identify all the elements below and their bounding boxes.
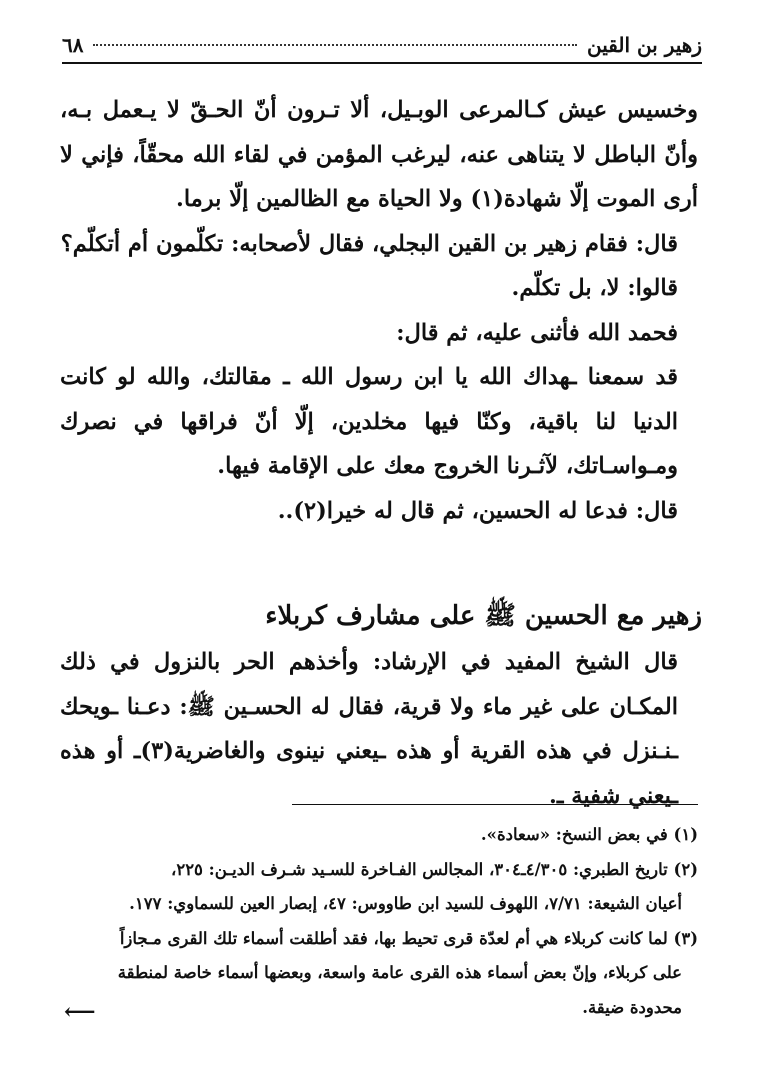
- paragraph-1: وخسيس عيش كـالمرعى الوبـيل، ألا تـرون أنّ الحـقّ لا يـعمل بـه، وأنّ الباطل لا يتناهى عنه، ليرغب المؤمن في لقاء الله محقّاً، فإني لا أرى الموت إلّا شهادة(١) ولا الحياة مع الظالمين إلّا برما.: [60, 97, 698, 212]
- running-title: زهير بن القين: [586, 33, 702, 57]
- footnote-divider: [292, 804, 698, 805]
- footnote-3-continuation-1: على كربلاء، وإنّ بعض أسماء هذه القرى عامة واسعة، وبعضها أسماء خاصة لمنطقة: [117, 963, 682, 982]
- footnote-3-continuation-2: محدودة ضيقة.: [582, 997, 682, 1017]
- footnote-1: (١) في بعض النسخ: «سعادة».: [480, 825, 698, 844]
- footnotes: [62, 818, 698, 1025]
- footnote-2-continuation: أعيان الشيعة: ٧/٧١، اللهوف للسيد ابن طاووس: ٤٧، إبصار العين للسماوي: ١٧٧.: [129, 894, 682, 913]
- paragraph-3: قالوا: لا، بل تكلّم.: [511, 275, 678, 301]
- section-heading: زهير مع الحسين ﷺ على مشارف كربلاء: [265, 601, 702, 631]
- footnote-2: (٢) تاريخ الطبري: ٤/٣٠٥ـ٣٠٤، المجالس الفـاخرة للسـيد شـرف الديـن: ٢٢٥،: [171, 859, 698, 879]
- section-text: [60, 640, 698, 818]
- running-header: [62, 28, 702, 64]
- paragraph-6: قال: فدعا له الحسين، ثم قال له خيرا(٢)..: [277, 497, 678, 524]
- paragraph-2: قال: فقام زهير بن القين البجلي، فقال لأصحابه: تكلّمون أم أتكلّم؟: [60, 230, 678, 257]
- section-paragraph-1: قال الشيخ المفيد في الإرشاد: وأخذهم الحر بالنزول في ذلك المكـان على غير ماء ولا قرية، فقال له الحسـين ﷺ: دعـنا ـويحك ـنـنزل في هذه القرية أو هذه ـيعني نينوى والغاضرية(٣)ـ أو هذه ـيعني شفية ـ.: [60, 649, 678, 809]
- page-number: ٦٨: [62, 33, 84, 57]
- paragraph-4: فحمد الله فأثنى عليه، ثم قال:: [396, 319, 678, 346]
- continuation-arrow-icon: ⟵: [64, 999, 96, 1025]
- main-text: [60, 88, 698, 533]
- header-leader-dots: [93, 44, 576, 46]
- footnote-3: (٣) لما كانت كربلاء هي أم لعدّة قرى تحيط بها، فقد أطلقت أسماء تلك القرى مـجازاً: [119, 928, 698, 948]
- paragraph-5: قد سمعنا ـهداك الله يا ابن رسول الله ـ مقالتك، والله لو كانت الدنيا لنا باقية، وكنّا فيها مخلدين، إلّا أنّ فراقها في نصرك ومـواسـاتك، لآثـرنا الخروج معك على الإقامة فيها.: [60, 364, 678, 479]
